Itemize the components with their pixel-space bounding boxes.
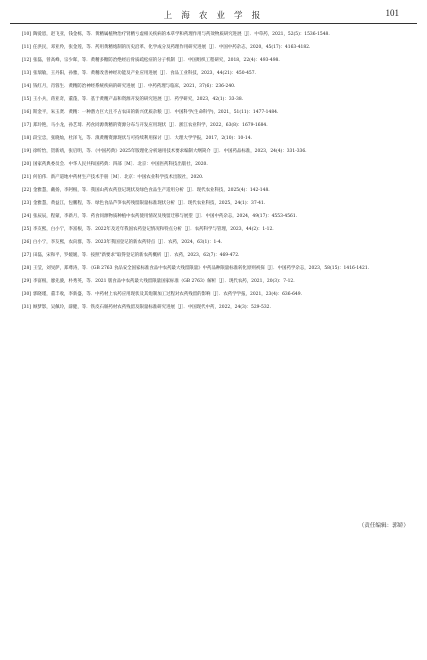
reference-text: 张辰辰，程蒙，李新月，等．药食同源物质种植中农药使用情况及残留迁移与展望［J］．中国中药杂志，2024，49(17)：4553-4561. [33, 214, 298, 219]
reference-item [10, 56, 413, 65]
reference-text: 斯金平，朱玉贤．黄精：一种潜力巨大且不占农田的新兴优质杂粮［J］．中国科学(生命科学)，2021，51(11)：1477-1484. [33, 110, 279, 115]
reference-number: [20] [21, 162, 31, 167]
reference-item [10, 199, 413, 208]
header-rule [10, 23, 417, 24]
reference-item [10, 277, 413, 286]
reference-text: 田磊，宋和平，罗媛媛，等．按照"新要求"取得登记的新农药概析［J］．农药，2023，62(7)：469-472. [33, 253, 240, 258]
reference-number: [29] [21, 279, 31, 284]
reference-text: 张瑞敏，王丹阳，孙雅，等．黄精改善神经功能及产业应用进展［J］．食品工业科技，2023，44(21)：450-457. [33, 71, 256, 76]
reference-item [10, 251, 413, 260]
page-header [0, 0, 427, 24]
reference-list [10, 30, 413, 316]
reference-number: [21] [21, 175, 31, 180]
reference-item [10, 30, 413, 39]
journal-title: 上 海 农 业 学 报 [163, 11, 264, 21]
reference-number: [26] [21, 240, 31, 245]
reference-number: [13] [21, 71, 31, 76]
reference-text: 何伯伟．新产道地中药材生产技术手册［M］．北京：中国农业科学技术出版社，2020. [33, 175, 204, 180]
reference-number: [17] [21, 123, 31, 128]
reference-text: 金雅慧，戴扬，李阿根，等．我国山药农药登记现状及绿色食品生产适用分析［J］．现代农业科技，2025(4)：142-148. [33, 188, 270, 193]
reference-text: 陶爱恩，赵飞亚，钱金栎，等．黄精属植物治疗肾精亏虚相关疾病的本草学和药理作用与药效物质研究进展［J］．中草药，2021，52(5)：1536-1548. [33, 32, 330, 37]
reference-number: [15] [21, 97, 31, 102]
reference-number: [30] [21, 292, 31, 297]
reference-number: [10] [21, 32, 31, 37]
reference-number: [25] [21, 227, 31, 232]
reference-number: [22] [21, 188, 31, 193]
reference-number: [16] [21, 110, 31, 115]
reference-number: [19] [21, 149, 31, 154]
reference-item [10, 186, 413, 195]
reference-item [10, 238, 413, 247]
reference-number: [28] [21, 266, 31, 271]
page-number: 101 [385, 8, 399, 18]
reference-item [10, 134, 413, 143]
reference-text: 郑玲艳，马小龙，孙艺琦．药食同源黄精的资源分布与开发应用现状［J］．浙江农业科学，2022，63(8)：1679-1684. [33, 123, 268, 128]
reference-text: 任洪民，邓亚羚，张金莲，等．药用黄精炮制的历史沿革、化学成分及药理作用研究进展［J］．中国中药杂志，2020，45(17)：4163-4182. [33, 45, 311, 50]
reference-item [10, 160, 413, 169]
reference-text: 国家药典委员会．中华人民共和国药典：四部［M］．北京：中国医药科技出版社，2020. [33, 162, 208, 167]
reference-number: [27] [21, 253, 31, 258]
reference-item [10, 121, 413, 130]
reference-text: 金雅慧，黄益江，包鹏程，等．绿色食品芦笋农药残留限量标准现状分析［J］．现代农业科技，2025，24(1)：37-41. [33, 201, 266, 206]
reference-text: 顾梦影，吴佩玲，薛健，等．铁皮石斛药材农药残留及限量标准研究进展［J］．中国现代中药，2022，24(3)：529-532. [33, 305, 271, 310]
reference-text: 王莹，刘旻萨，郑尊涛，等．《GB 2763 食品安全国家标准食品中农药最大残留限量》中药品种限量标准转化原则初探［J］．中国药学杂志，2023，58(15)：1416-1421. [33, 266, 370, 271]
reference-text: 李富根，廖先骏，朴秀英，等．2021 版食品中农药最大残留限量国家标准（GB 2763）解析［J］．现代农药，2021，20(3)：7-12. [33, 279, 295, 284]
reference-text: 李友熙，白小宁，李富根，等．2022年及近年我国农药登记情况和特点分析［J］．农药科学与管理，2023，44(2)：1-12. [33, 227, 274, 232]
reference-item [10, 82, 413, 91]
reference-number: [24] [21, 214, 31, 219]
reference-text: 段宝忠，张晓灿，杜泽飞，等．滇黄精资源现状与可持续利用探讨［J］．大理大学学报，2017，2(10)：10-14. [33, 136, 252, 141]
reference-number: [31] [21, 305, 31, 310]
reference-text: 王小兵，蒋亚奇，董蓬，等．基于黄精产品和资源开发的研究进展［J］．药学研究，2023，42(1)：33-38. [33, 97, 244, 102]
reference-item [10, 225, 413, 234]
reference-number: [12] [21, 58, 31, 63]
reference-item [10, 147, 413, 156]
reference-number: [18] [21, 136, 31, 141]
reference-item [10, 69, 413, 78]
reference-text: 钱红月，肖蓉生．黄精防治神经系统疾病的研究进展［J］．中药药理与临床，2021，37(6)：236-240. [33, 84, 236, 89]
reference-item [10, 43, 413, 52]
reference-item [10, 95, 413, 104]
reference-text: 张磊，曾高峰，宗少晖，等．黄精多糖防治绝经后骨质疏松症的分子机制［J］．中国组织工程研究，2018，22(4)：493-498. [33, 58, 280, 63]
reference-item [10, 173, 413, 182]
reference-number: [11] [21, 45, 31, 50]
reference-number: [23] [21, 201, 31, 206]
reference-item [10, 264, 413, 273]
reference-item [10, 108, 413, 117]
editor-note: （责任编辑：郭娇） [358, 523, 409, 529]
reference-text: 徐昕怡，贺新靖，张启明，等．《中国药典》2025年版理化分析通用技术要求编制大纲简介［J］．中国药品标准，2023，24(4)：331-336. [33, 149, 307, 154]
reference-item [10, 303, 413, 312]
reference-number: [14] [21, 84, 31, 89]
reference-text: 郭晓瑾，董丰收，李新盛，等．中药材上农药应用现状及其炮制加工过程对农药残留的影响［J］．农药学学报，2021，23(4)：636-649. [33, 292, 302, 297]
reference-text: 白小宁，李友熙，农向群，等．2023年我国登记的新农药特点［J］．农药，2024，63(1)：1-4. [33, 240, 223, 245]
reference-item [10, 212, 413, 221]
reference-item [10, 290, 413, 299]
